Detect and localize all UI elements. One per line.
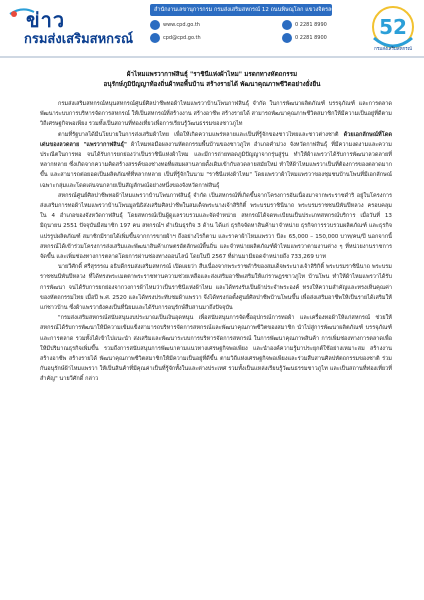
fax-icon xyxy=(282,33,292,43)
website-link[interactable]: www.cpd.go.th xyxy=(163,22,200,28)
web-icon xyxy=(150,20,160,30)
contact-bar: สำนักงานเลขานุการกรม กรมส่งเสริมสหกรณ์ 12 ถนนพิษณุโลก แขวงจิตรลดา เขตดุสิต กรุงเทพฯ 10300 xyxy=(150,4,332,16)
brand-title: ข่าว xyxy=(26,8,66,32)
paragraph-1: กรมส่งเสริมสหกรณ์หนุนสหกรณ์ศูนย์ศิลปาชีพทอผ้าไหมแพรวาบ้านโพนกาฬสินธุ์ จำกัด ในการพัฒนาผลิตภัณฑ์ บรรจุภัณฑ์ และการตลาด พัฒนาระบบการบริหารจัดการสหกรณ์ ให้เป็นสหกรณ์ที่สร้างงาน สร้างอาชีพ สร้างรายได้ สามารถพัฒนาคุณภาพชีวิตสมาชิกให้มีความเป็นอยู่ที่ดีตามวิถีเศรษฐกิจพอเพียง รวมทั้งเป็นสถานที่ท่องเที่ยวเพื่อการเรียนรู้วัฒนธรรมของชาวภูไท xyxy=(40,101,392,128)
email-icon xyxy=(150,33,160,43)
paragraph-4: นายวีศักดิ์ ศรีสุรรรณ อธิบดีกรมส่งเสริมสหกรณ์ เปิดเผยว่า สืบเนื่องจากพระราชดำริของสมเด็จพระนางเจ้าสิริกิติ์ พระบรมราชินีนาถ พระบรมราชชนนีพันปีหลวง ที่ได้ทรงพระเมตตาพระราชทานความช่วยเหลือและส่งเสริมอาชีพเสริมให้แก่ราษฎรชาวภูไท บ้านโพน ทำให้ผ้าไหมแพรวาได้รับการพัฒนา จนได้รับการยกย่องจากวงการผ้าไหมว่าเป็นราชินีแห่งผ้าไหม และได้ทรงรับเป็นผ้าประจำพระองค์ ทรงให้ความสำคัญและทรงเห็นคุณค่าของหัตถกรรมไทย เมื่อปี พ.ศ. 2520 และได้ทรงประทับชมผ้าแพรวา จึงได้ทรงก่อตั้งศูนย์ศิลปาชีพบ้านโพนขึ้น เพื่อส่งเสริมอาชีพให้เป็นรายได้เสริมให้แก่ชาวบ้าน ซึ่งผ้าแพรวายังคงเป็นที่นิยมและได้รับการอนุรักษ์สืบสานมาถึงปัจจุบัน xyxy=(40,264,392,312)
paragraph-5: "กรมส่งเสริมสหกรณ์สนับสนุนงบประมาณเป็นเงินอุดหนุน เพื่อสนับสนุนการจัดซื้ออุปกรณ์การทอผ้า และเครื่องทอผ้าให้แก่สหกรณ์ ช่วยให้สหกรณ์ได้รับการพัฒนาให้มีความเข้มแข็งสามารถบริหารจัดการสหกรณ์และพัฒนาคุณภาพชีวิตของสมาชิก นำไปสู่การพัฒนาผลิตภัณฑ์ บรรจุภัณฑ์ และการตลาด รวมทั้งได้เข้าไปแนะนำ ส่งเสริมและพัฒนาระบบการบริหารจัดการสหกรณ์ ในการพัฒนาคุณภาพสินค้า การเพิ่มช่องทางการตลาดเพื่อให้มีปริมาณธุรกิจเพิ่มขึ้น รวมถึงการสนับสนุนการพัฒนาตามแนวทางเศรษฐกิจพอเพียง และนำองค์ความรู้มาประยุกต์ใช้อย่างเหมาะสม สร้างงาน สร้างอาชีพ สร้างรายได้ พัฒนาคุณภาพชีวิตสมาชิกให้มีความเป็นอยู่ที่ดีขึ้น ตามวิถีแห่งเศรษฐกิจพอเพียงและร่วมสืบสานศิลปหัตถกรรมของชาติ ร่วมกันอนุรักษ์ผ้าไหมแพรวา ให้เป็นสินค้าที่มีคุณค่าเป็นที่รู้จักทั้งในและต่างประเทศ รวมทั้งเป็นแหล่งเรียนรู้วัฒนธรรมชาวภูไท และเป็นสถานที่ท่องเที่ยวที่สำคัญ" นายวีศักดิ์ กล่าว xyxy=(40,315,392,383)
header xyxy=(0,0,424,58)
email-link[interactable]: cpd@cpd.go.th xyxy=(163,35,201,41)
phone-icon xyxy=(282,20,292,30)
anniversary-52-badge xyxy=(366,2,420,54)
phone-number: 0 2281 8990 xyxy=(295,22,327,28)
brand-subtitle: กรมส่งเสริมสหกรณ์ xyxy=(24,32,134,47)
article-title-line2: อนุรักษ์ภูมิปัญญาท้องถิ่นผ้าทอพื้นบ้าน สร้างรายได้ พัฒนาคุณภาพชีวิตอย่างยั่งยืน xyxy=(103,81,321,88)
article-body xyxy=(40,99,392,385)
paragraph-2 xyxy=(40,130,392,191)
badge-caption: กรมส่งเสริมสหกรณ์ xyxy=(374,47,412,52)
fax-number: 0 2281 8900 xyxy=(295,35,327,41)
header-divider xyxy=(0,56,424,58)
paragraph-3: สหกรณ์ศูนย์ศิลปาชีพทอผ้าไหมแพรวาบ้านโพนกาฬสินธุ์ จำกัด เป็นสหกรณ์ที่เกิดขึ้นจากโครงการอันเนื่องมาจากพระราชดำริ อยู่ในโครงการส่งเสริมการทอผ้าไหมแพรวาบ้านโพนมูลนิธิส่งเสริมศิลปาชีพในสมเด็จพระนางเจ้าสิริกิติ์ พระบรมราชินีนาถ พระบรมราชชนนีพันปีหลวง ครอบคลุมใน 4 อำเภอของจังหวัดกาฬสินธุ์ โดยสหกรณ์เป็นผู้ดูแลรวบรวมและจัดจำหน่าย สหกรณ์ได้จดทะเบียนเป็นประเภทสหกรณ์บริการ เมื่อวันที่ 13 มิถุนายน 2551 ปัจจุบันมีสมาชิก 197 คน สหกรณ์ฯ ดำเนินธุรกิจ 3 ด้าน ได้แก่ ธุรกิจจัดหาสินค้ามาจำหน่าย ธุรกิจการรวบรวมผลิตภัณฑ์ และธุรกิจแปรรูปผลิตภัณฑ์ สมาชิกมีรายได้เพิ่มขึ้นจากการขายผ้าฯ ถึงอย่างไรก็ตาม และราคาผ้าไหมแพรวา ปีละ 65,000 – 150,000 บาท/คน/ปี นอกจากนี้ สหกรณ์ได้เข้าร่วมโครงการส่งเสริมและพัฒนาสินค้าเกษตรอัตลักษณ์พื้นถิ่น และจำหน่ายผลิตภัณฑ์ผ้าไหมแพรวาตามงานต่าง ๆ ที่หน่วยงานราชการจัดขึ้น และเพิ่มช่องทางการตลาดโดยการผ่านช่องทางออนไลน์ โดยในปี 2567 ที่ผ่านมามียอดจำหน่ายถึง 733,269 บาท xyxy=(40,192,392,261)
paragraph-2-rest: ผ้าไหมทอมือผลงานหัตถกรรมพื้นบ้านของชาวภูไท อำเภอคำม่วง จังหวัดกาฬสินธุ์ ที่มีความงดงามและความประณีตในการทอ จนได้รับการยกย่องว่าเป็นราชินีแห่งผ้าไหม และมีการถ่ายทอดภูมิปัญญาจากรุ่นสู่รุ่น ทำให้ผ้าแพรวาได้รับการพัฒนาลวดลายที่หลากหลาย ซึ่งเกิดจากความคิดสร้างสรรค์ของช่างทอที่ผสมผสานลายดั้งเดิมเข้ากับลวดลายสมัยใหม่ ทำให้ผ้าไหมแพรวาเป็นที่ต้องการของตลาดมากขึ้น และสามารถต่อยอดเป็นผลิตภัณฑ์ที่หลากหลาย เป็นที่รู้จักในนาม "ราชินีแห่งผ้าไหม" โดยแพรวาผ้าไหมแพรวาของชุมชนบ้านโพนที่มีเอกลักษณ์เฉพาะกลุ่มและโดดเด่นจนกลายเป็นสัญลักษณ์อย่างหนึ่งของจังหวัดกาฬสินธุ์ xyxy=(40,141,392,189)
badge-number: 52 xyxy=(379,15,407,39)
article-title-line1: ผ้าไหมแพรวากาฬสินธุ์ "ราชินีแห่งผ้าไหม" มรดกทางหัตถกรรม xyxy=(126,71,298,78)
paragraph-2-highlight: ด้วยเอกลักษณ์ที่โดดเด่นของลวดลาย "แพรวากาฬสินธุ์" xyxy=(40,131,392,148)
paragraph-2-lead: ตามที่รัฐบาลได้มีนโยบายในการส่งเสริมผ้าไทย เพื่อให้เกิดความแพร่หลายและเป็นที่รู้จักของชาวไทยและชาวต่างชาติ xyxy=(58,131,339,138)
